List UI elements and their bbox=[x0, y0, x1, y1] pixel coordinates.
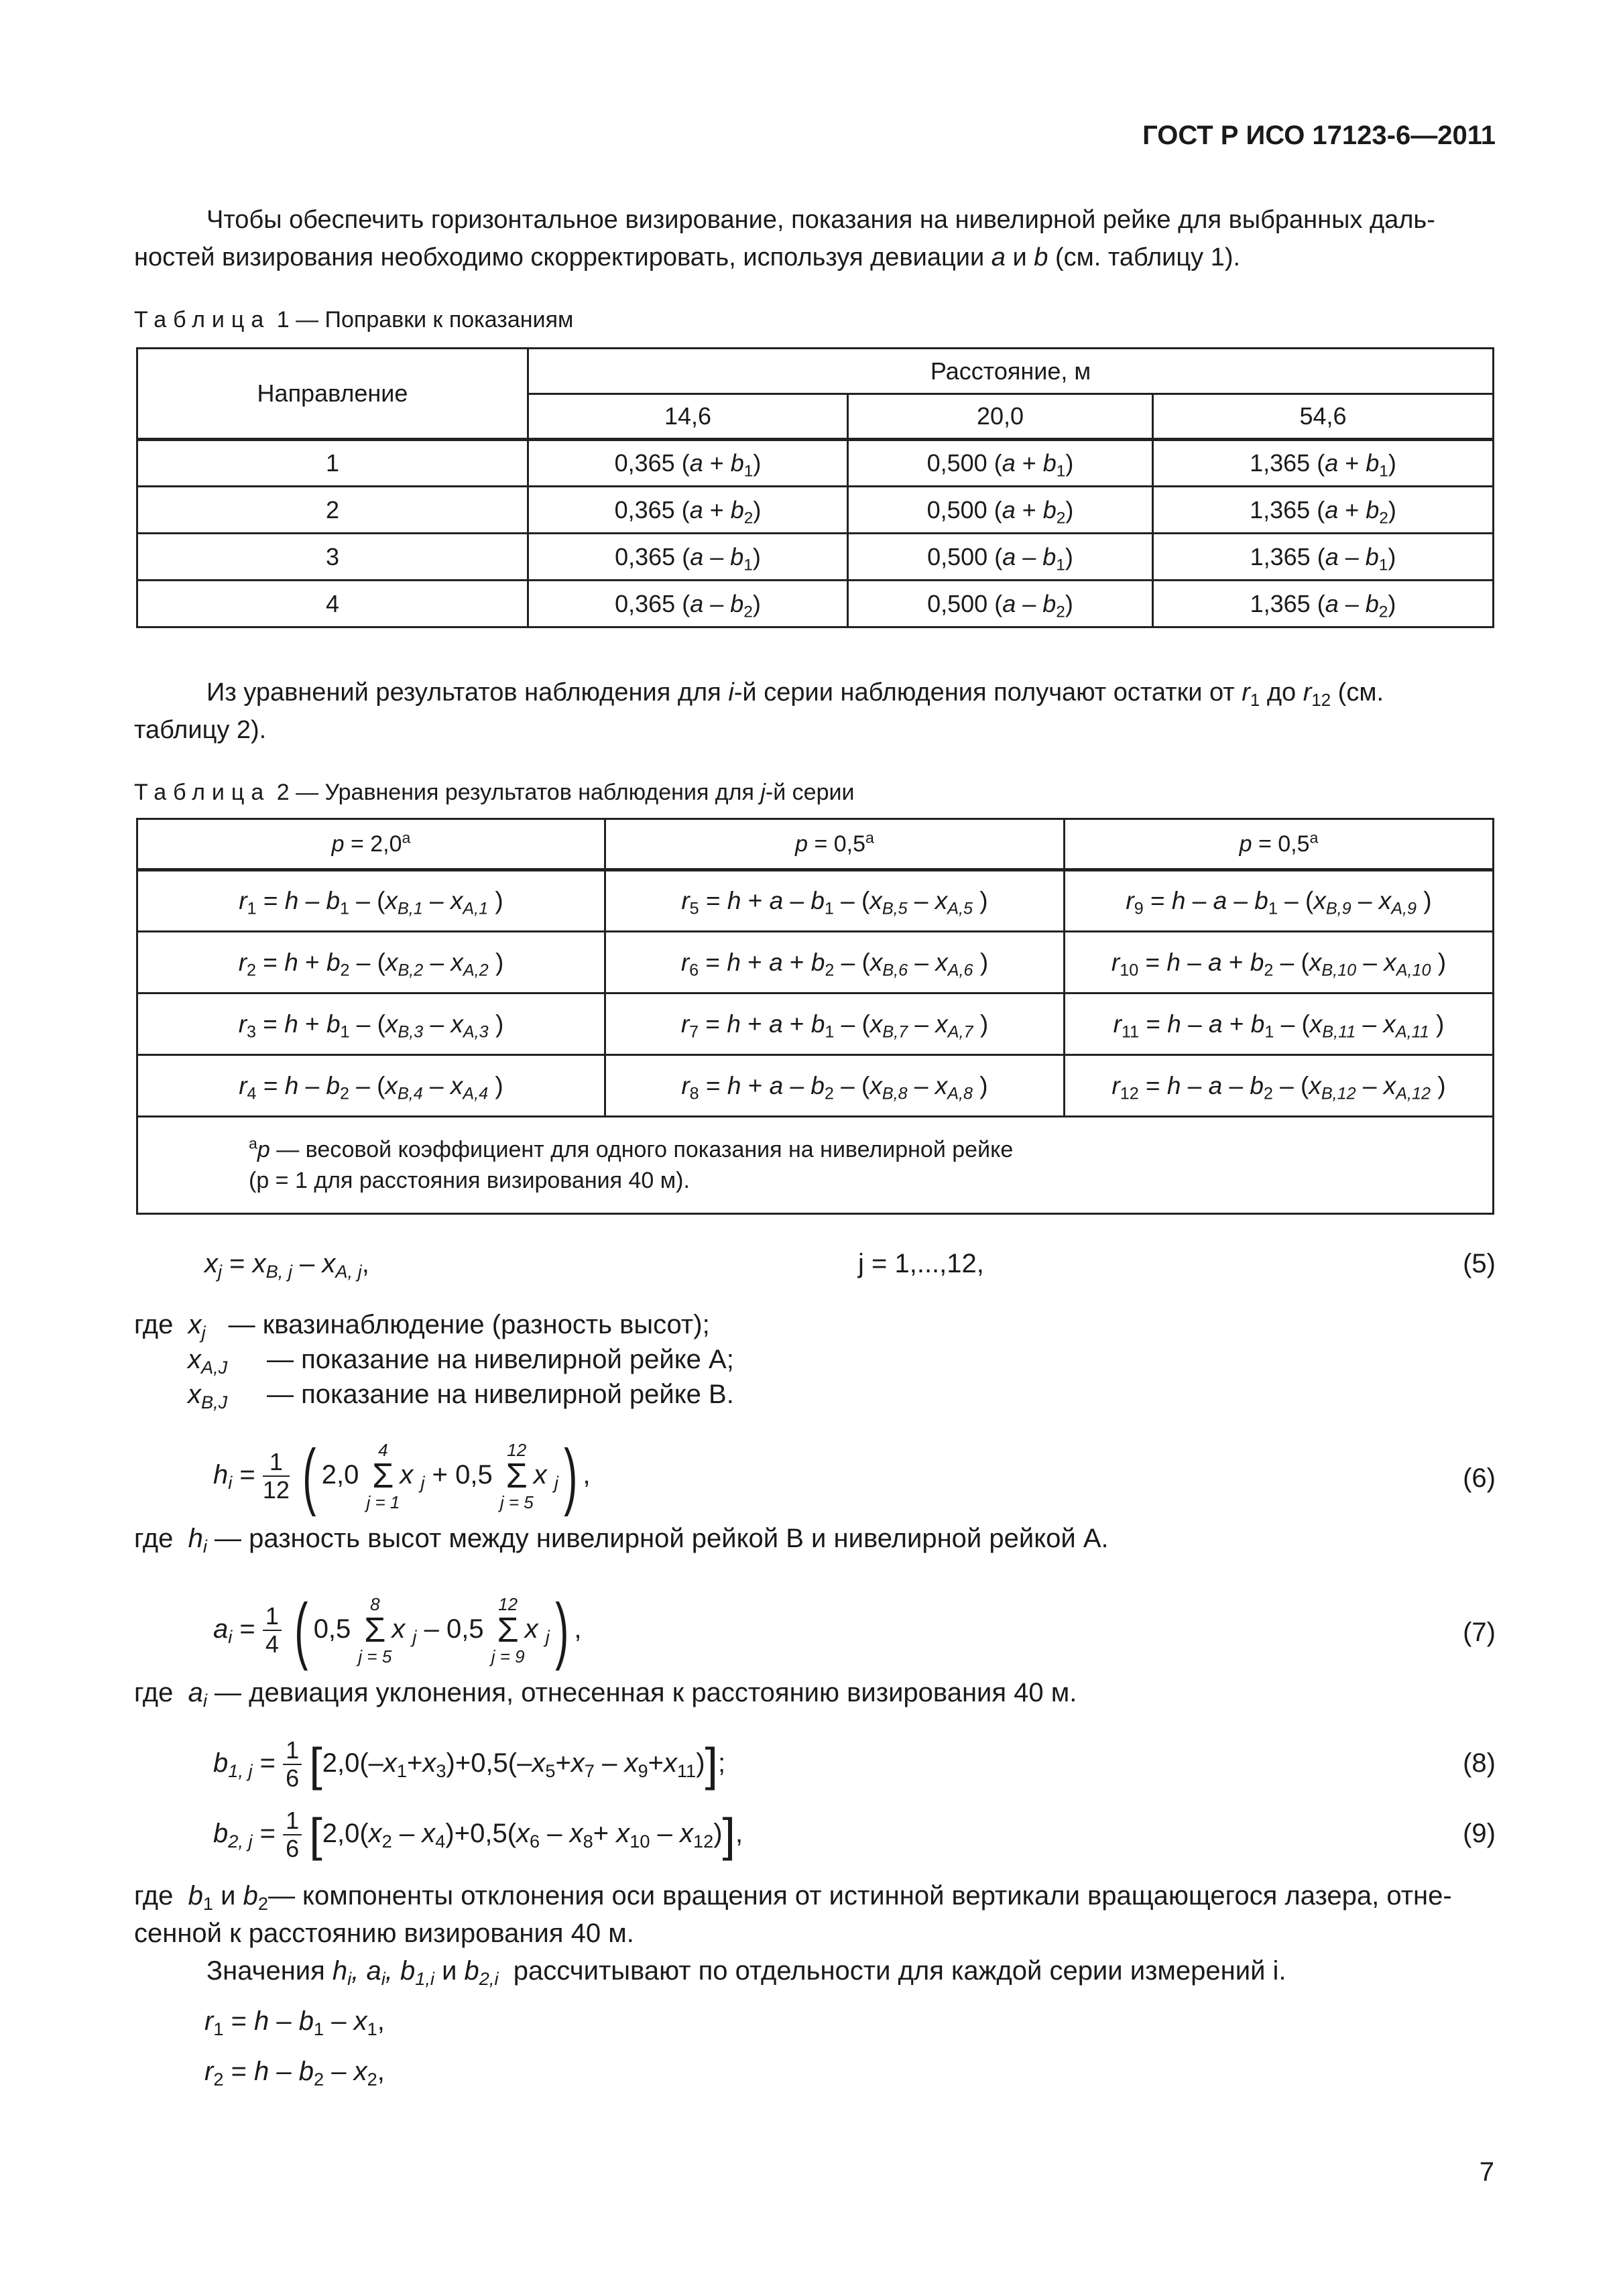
table2-row bbox=[137, 870, 1494, 932]
equation-5-number: (5) bbox=[1463, 1249, 1496, 1278]
table2-equation-cell: $r_3 = h + b_1 - (x_{B,3} - x_{A,3}$ ) bbox=[137, 993, 605, 1055]
table2-row bbox=[137, 932, 1494, 993]
table1-head-direction: Направление bbox=[137, 349, 528, 440]
table1-caption: Таблица 1 — Поправки к показаниям bbox=[134, 307, 574, 333]
table1 bbox=[136, 347, 1494, 628]
equation-6-number: (6) bbox=[1463, 1463, 1496, 1493]
table2-equation-cell: $r_2 = h + b_2 - (x_{B,2} - x_{A,2}$ ) bbox=[137, 932, 605, 993]
paragraph-2 bbox=[134, 674, 1495, 749]
table1-value-cell: 1,365 $(a + b_1)$ bbox=[1153, 440, 1494, 487]
table1-value-cell: 0,500 $(a - b_1)$ bbox=[848, 534, 1153, 581]
table2-equation-cell: $r_5 = h + a - b_1 - (x_{B,5} - x_{A,5}$ ) bbox=[605, 870, 1065, 932]
document-code: ГОСТ Р ИСО 17123-6—2011 bbox=[1142, 121, 1496, 150]
where-8-9-line-2: сенной к расстоянию визирования 40 м. bbox=[134, 1919, 634, 1948]
where-block-6: где $h_i$ — разность высот между нивелирной рейкой B и нивелирной рейкой A. bbox=[134, 1524, 1109, 1557]
table1-direction-cell: 1 bbox=[137, 440, 528, 487]
table1-row bbox=[137, 487, 1494, 534]
page-number: 7 bbox=[1479, 2157, 1494, 2187]
table2-row bbox=[137, 993, 1494, 1055]
where-block-8-9 bbox=[134, 1877, 1495, 1990]
table2-equation-cell: $r_9 = h - a - b_1 - (x_{B,9} - x_{A,9}$ ) bbox=[1065, 870, 1494, 932]
table2-equation-cell: $r_{11} = h - a + b_1 - (x_{B,11} - x_{A,11}$ ) bbox=[1065, 993, 1494, 1055]
table1-row bbox=[137, 440, 1494, 487]
table1-row bbox=[137, 534, 1494, 581]
equation-8: $b_{1, j}$ = $\frac{1}{6}$ $[2,0(-x_1+x_3)+0,5(-x_5+x_7 - x_9+x_{11})]$; bbox=[213, 1736, 726, 1793]
table2-header-cell: p = 2,0$^a$ bbox=[137, 819, 605, 870]
table1-value-cell: 1,365 $(a + b_2)$ bbox=[1153, 487, 1494, 534]
residual-r2: $r_2 = h - b_2 - x_2$, bbox=[204, 2057, 385, 2090]
table1-value-cell: 0,500 $(a + b_1)$ bbox=[848, 440, 1153, 487]
residual-r1: $r_1 = h - b_1 - x_1$, bbox=[204, 2006, 385, 2040]
table2-equation-cell: $r_4 = h - b_2 - (x_{B,4} - x_{A,4}$ ) bbox=[137, 1055, 605, 1117]
table1-distance-2: 20,0 bbox=[848, 394, 1153, 440]
table2-header-cell: p = 0,5$^a$ bbox=[1065, 819, 1494, 870]
table1-distance-1: 14,6 bbox=[528, 394, 848, 440]
table2-footnote-line-2: (p = 1 для расстояния визирования 40 м). bbox=[249, 1168, 690, 1193]
table2-header-cell: p = 0,5$^a$ bbox=[605, 819, 1065, 870]
table1-value-cell: 0,365 $(a - b_1)$ bbox=[528, 534, 848, 581]
table2-equation-cell: $r_1 = h - b_1 - (x_{B,1} - x_{A,1}$ ) bbox=[137, 870, 605, 932]
table1-value-cell: 0,500 $(a - b_2)$ bbox=[848, 581, 1153, 627]
table1-value-cell: 1,365 $(a - b_2)$ bbox=[1153, 581, 1494, 627]
paragraph-2-line-2: таблицу 2). bbox=[134, 716, 267, 744]
table2-equation-cell: $r_7 = h + a + b_1 - (x_{B,7} - x_{A,7}$ ) bbox=[605, 993, 1065, 1055]
table1-value-cell: 0,500 $(a + b_2)$ bbox=[848, 487, 1153, 534]
equation-6: $h_i$ = $\frac{1}{12}$ ( 2,0 4 Σ j = 1 x $_j$ + 0,5 12 Σ j = 5 x $_j$) , bbox=[213, 1435, 591, 1518]
paragraph-2-line-1: Из уравнений результатов наблюдения для i-й серии наблюдения получают остатки от $r_1$ до $r_{12}$ (см. bbox=[206, 678, 1384, 710]
intro-paragraph bbox=[134, 201, 1495, 276]
where-8-9-line-1: где $b_1$ и $b_2—$ компоненты отклонения оси вращения от истинной вертикали вращающегося лазера, отне- bbox=[134, 1881, 1452, 1915]
intro-line-1: Чтобы обеспечить горизонтальное визирование, показания на нивелирной рейке для выбранных даль- bbox=[206, 206, 1435, 234]
table1-value-cell: 1,365 $(a - b_1)$ bbox=[1153, 534, 1494, 581]
table2-equation-cell: $r_{12} = h - a - b_2 - (x_{B,12} - x_{A,12}$ ) bbox=[1065, 1055, 1494, 1117]
table1-distance-3: 54,6 bbox=[1153, 394, 1494, 440]
table1-direction-cell: 3 bbox=[137, 534, 528, 581]
table2-equation-cell: $r_{10} = h - a + b_2 - (x_{B,10} - x_{A,10}$ ) bbox=[1065, 932, 1494, 993]
table2-footnote: $^a$p — весовой коэффициент для одного показания на нивелирной рейке (p = 1 для расстояния визирования 40 м). bbox=[137, 1117, 1494, 1214]
table1-direction-cell: 2 bbox=[137, 487, 528, 534]
equation-8-number: (8) bbox=[1463, 1748, 1496, 1778]
equation-7: $a_i$ = $\frac{1}{4}$ ( 0,5 8 Σ j = 5 x $_j$ – 0,5 12 Σ j = 9 x $_j$) , bbox=[213, 1589, 582, 1672]
table1-row bbox=[137, 581, 1494, 627]
equation-9: $b_{2, j}$ = $\frac{1}{6}$ $[2,0(x_2 - x_4)+0,5(x_6 - x_8+ x_{10} - x_{12})]$, bbox=[213, 1807, 743, 1863]
where-block-7: где $a_i$ — девиация уклонения, отнесенная к расстоянию визирования 40 м. bbox=[134, 1678, 1077, 1711]
table1-head-distance: Расстояние, м bbox=[528, 349, 1494, 394]
equation-5-range: j = 1,...,12, bbox=[858, 1249, 984, 1278]
where-block-5: где $x_j$ — квазинаблюдение (разность высот); $x_{A,J}$ — показание на нивелирной рейке A; $x_{B,J}$ — показание на нивелирной рейке B. bbox=[134, 1310, 734, 1413]
table1-value-cell: 0,365 $(a - b_2)$ bbox=[528, 581, 848, 627]
table1-value-cell: 0,365 $(a + b_2)$ bbox=[528, 487, 848, 534]
values-line: Значения $h_i$, $a_i$, $b_{1,i}$ и $b_{2,i}$ рассчитывают по отдельности для каждой серии измерений i. bbox=[206, 1956, 1286, 1990]
equation-9-number: (9) bbox=[1463, 1819, 1496, 1848]
table2-caption: Таблица 2 — Уравнения результатов наблюдения для j-й серии bbox=[134, 780, 855, 805]
table2 bbox=[136, 818, 1494, 1215]
table1-value-cell: 0,365 $(a + b_1)$ bbox=[528, 440, 848, 487]
table2-row bbox=[137, 1055, 1494, 1117]
equation-7-number: (7) bbox=[1463, 1618, 1496, 1647]
table2-equation-cell: $r_6 = h + a + b_2 - (x_{B,6} - x_{A,6}$ ) bbox=[605, 932, 1065, 993]
equation-5: $x_j = x_{B, j} - x_{A, j}$, bbox=[204, 1249, 369, 1282]
table2-equation-cell: $r_8 = h + a - b_2 - (x_{B,8} - x_{A,8}$ ) bbox=[605, 1055, 1065, 1117]
intro-line-2: ностей визирования необходимо скорректировать, используя девиации a и b (см. таблицу 1). bbox=[134, 243, 1241, 271]
table1-direction-cell: 4 bbox=[137, 581, 528, 627]
